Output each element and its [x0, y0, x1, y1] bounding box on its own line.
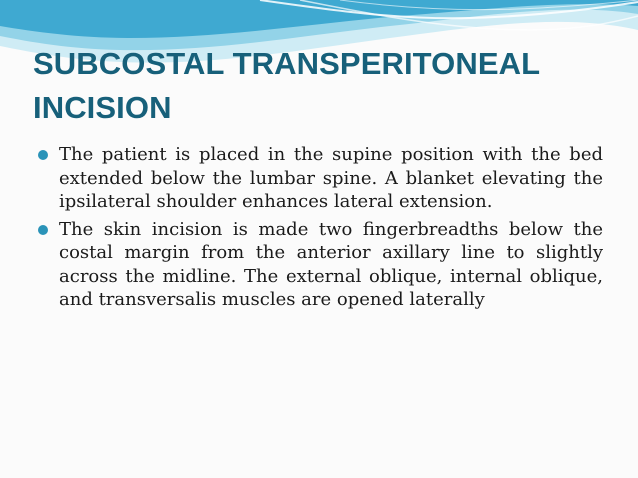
bullet-dot-icon [38, 150, 48, 160]
bullet-list [38, 143, 603, 316]
bullet-dot-icon [38, 225, 48, 235]
bullet-item [38, 143, 603, 214]
bullet-item [38, 218, 603, 312]
bullet-text: The skin incision is made two fingerbreadths below the costal margin from the anterior axillary line to slightly across the midline. The external oblique, internal oblique, and transversalis muscles are opened laterally [59, 218, 603, 310]
bullet-text: The patient is placed in the supine position with the bed extended below the lumbar spine. A blanket elevating the ipsilateral shoulder enhances lateral extension. [59, 144, 603, 212]
slide-title: SUBCOSTAL TRANSPERITONEAL INCISION [33, 46, 540, 125]
